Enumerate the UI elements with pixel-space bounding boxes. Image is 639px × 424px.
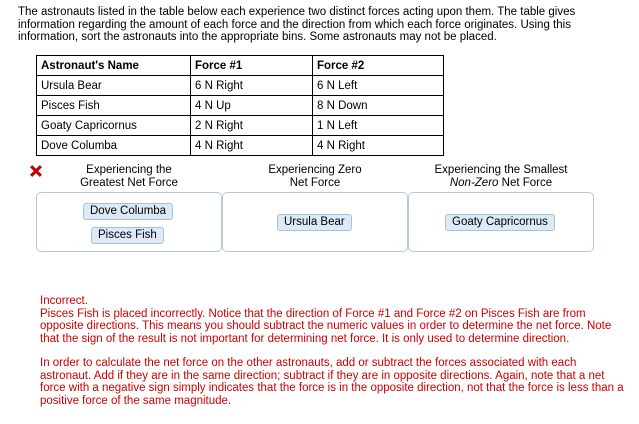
table-cell: 1 N Left <box>313 116 444 136</box>
table-cell: 2 N Right <box>191 116 313 136</box>
bin-greatest-net-force[interactable] <box>36 192 222 252</box>
instructions-text: The astronauts listed in the table below each experience two distinct forces acting upon them. The table gives information regarding the amount of each force and the direction from which each force originates. Using this information, sort the astronauts into the appropriate bins. Some astronauts may not be placed. <box>18 6 576 43</box>
header-force-1: Force #1 <box>191 56 313 76</box>
header-force-2: Force #2 <box>313 56 444 76</box>
bin-label-line: Greatest Net Force <box>80 176 178 189</box>
bin-label-line: Experiencing the Smallest <box>434 164 568 176</box>
chip-ursula-bear[interactable]: Ursula Bear <box>277 214 352 231</box>
forces-table <box>36 55 444 156</box>
chip-dove-columba[interactable]: Dove Columba <box>83 203 173 220</box>
table-cell: Dove Columba <box>37 136 191 156</box>
table-cell: Goaty Capricornus <box>37 116 191 136</box>
header-astronaut-name: Astronaut's Name <box>37 56 191 76</box>
table-row <box>37 76 444 96</box>
bin-label-line: Net Force <box>289 176 341 189</box>
bin-label-text: Net Force <box>501 176 553 189</box>
table-cell: 4 N Right <box>313 136 444 156</box>
table-cell: 6 N Left <box>313 76 444 96</box>
table-cell: 8 N Down <box>313 96 444 116</box>
table-row <box>37 96 444 116</box>
table-row <box>37 136 444 156</box>
table-header-row <box>37 56 444 76</box>
feedback-panel <box>40 295 630 407</box>
feedback-paragraph: In order to calculate the net force on the other astronauts, add or subtract the forces associated with each astronaut. Add if they are in the same direction; subtract if they are in opposite directions. Again, note that a net force with a negative sign simply indicates that the force is in the opposite direction, not that the force is less than a positive force of the same magnitude. <box>40 357 624 407</box>
table-cell: 6 N Right <box>191 76 313 96</box>
table-cell: 4 N Right <box>191 136 313 156</box>
table-cell: 4 N Up <box>191 96 313 116</box>
bin-label-line <box>408 177 594 190</box>
feedback-title: Incorrect. <box>40 295 88 307</box>
feedback-paragraph: Pisces Fish is placed incorrectly. Notice that the direction of Force #1 and Force #2 on Pisces Fish are from opposite directions. This means you should subtract the numeric values in order to determine the net force. Note that the sign of the result is not important for determining net force. It is only used to determine direction. <box>40 307 612 345</box>
table-cell: Ursula Bear <box>37 76 191 96</box>
table-cell: Pisces Fish <box>37 96 191 116</box>
bin-label-greatest <box>36 164 222 189</box>
bin-label-smallest <box>408 164 594 189</box>
bin-zero-net-force[interactable] <box>222 192 408 252</box>
bin-label-line: Experiencing Zero <box>268 164 362 176</box>
chip-goaty-capricornus[interactable]: Goaty Capricornus <box>445 214 555 231</box>
bin-smallest-nonzero-net-force[interactable] <box>408 192 594 252</box>
table-row <box>37 116 444 136</box>
bin-label-emphasis: Non-Zero <box>449 176 499 189</box>
chip-pisces-fish[interactable]: Pisces Fish <box>91 227 164 244</box>
bin-label-zero <box>222 164 408 189</box>
bin-label-line: Experiencing the <box>86 164 172 176</box>
